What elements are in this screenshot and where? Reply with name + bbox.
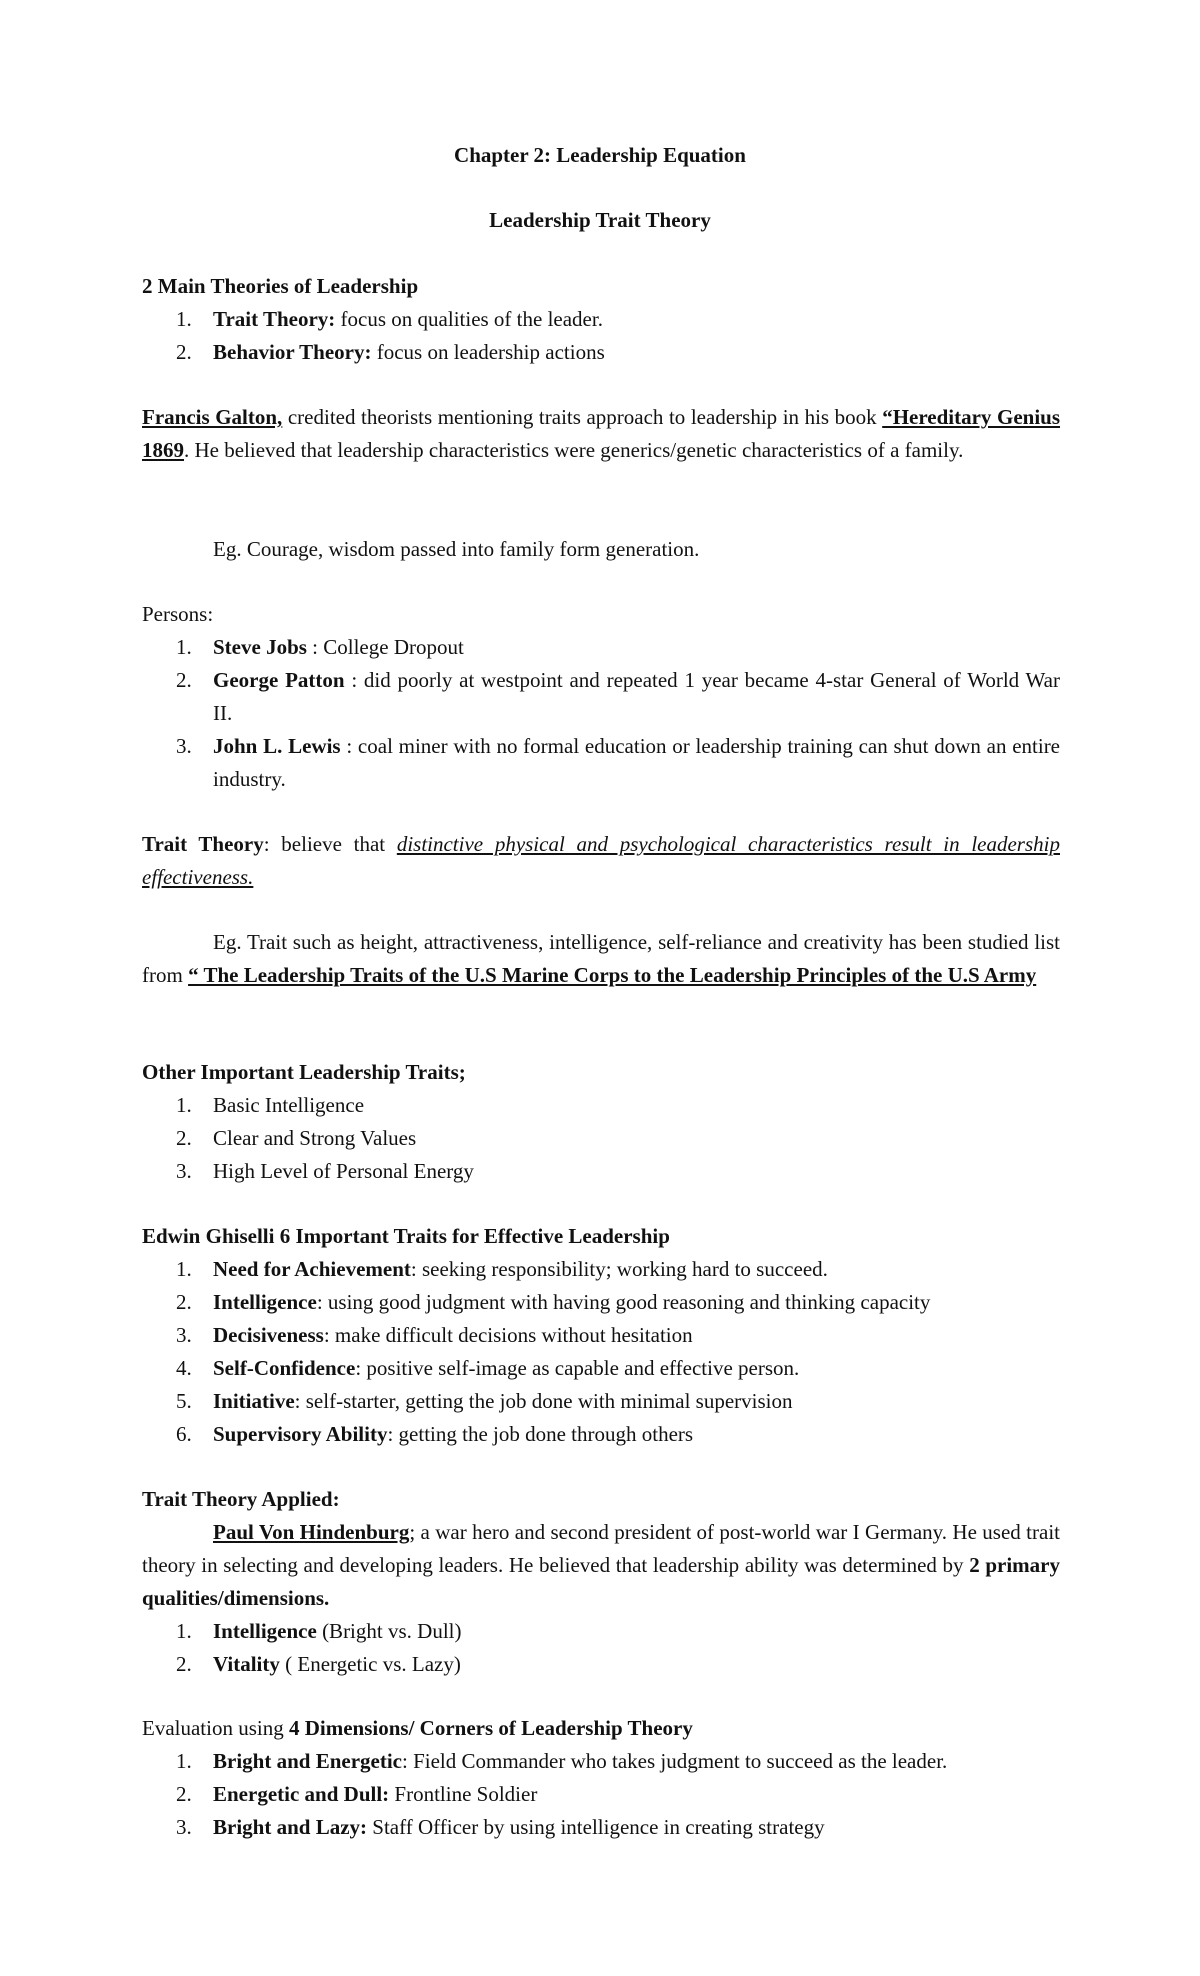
item-text: Frontline Soldier xyxy=(389,1782,538,1806)
trait-theory-definition-text: distinctive physical and psychological characteristics result in leadership effectiveness. xyxy=(142,832,1060,889)
list-item xyxy=(142,631,1060,664)
item-number: 1. xyxy=(176,1093,192,1117)
example-text: Eg. Trait such as height, attractiveness, intelligence, self-reliance and creativity has been studied list from xyxy=(142,930,1060,987)
main-theories-heading: 2 Main Theories of Leadership xyxy=(142,274,419,298)
trait-theory-example xyxy=(142,926,1060,992)
item-text: ( Energetic vs. Lazy) xyxy=(279,1652,461,1676)
list-item xyxy=(142,1089,1060,1122)
item-text: High Level of Personal Energy xyxy=(213,1159,474,1183)
applied-paragraph xyxy=(142,1516,1060,1615)
trait-theory-text: : believe that xyxy=(263,832,397,856)
item-number: 2. xyxy=(176,1126,192,1150)
main-theories-section xyxy=(142,270,1060,369)
person-name: George Patton xyxy=(213,668,345,692)
list-item xyxy=(142,336,1060,369)
item-number: 1. xyxy=(176,1749,192,1773)
ghiselli-heading: Edwin Ghiselli 6 Important Traits for Effective Leadership xyxy=(142,1224,670,1248)
book-title: “Hereditary Genius 1869 xyxy=(142,405,1060,462)
list-item xyxy=(142,1385,1060,1418)
item-number: 1. xyxy=(176,1619,192,1643)
list-item xyxy=(142,1253,1060,1286)
item-number: 2. xyxy=(176,668,192,692)
item-text: : make difficult decisions without hesitation xyxy=(323,1323,693,1347)
item-term: Intelligence xyxy=(213,1290,317,1314)
persons-heading: Persons: xyxy=(142,602,214,626)
item-number: 2. xyxy=(176,340,192,364)
item-number: 3. xyxy=(176,1323,192,1347)
item-text: Staff Officer by using intelligence in creating strategy xyxy=(367,1815,825,1839)
item-text: : coal miner with no formal education or leadership training can shut down an entire industry. xyxy=(213,734,1061,791)
item-text: Clear and Strong Values xyxy=(213,1126,417,1150)
list-item xyxy=(142,664,1060,730)
list-item xyxy=(142,1418,1060,1451)
person-name: John L. Lewis xyxy=(213,734,341,758)
item-text: : using good judgment with having good reasoning and thinking capacity xyxy=(316,1290,931,1314)
item-term: Supervisory Ability xyxy=(213,1422,388,1446)
evaluation-heading-pre: Evaluation using xyxy=(142,1716,289,1740)
list-item xyxy=(142,1811,1060,1844)
list-item xyxy=(142,1615,1060,1648)
item-text: : getting the job done through others xyxy=(387,1422,694,1446)
item-number: 2. xyxy=(176,1290,192,1314)
person-name: Steve Jobs xyxy=(213,635,307,659)
list-item xyxy=(142,1319,1060,1352)
galton-text-cont: . He believed that leadership characteristics were generics/genetic characteristics of a family. xyxy=(184,438,964,462)
applied-heading: Trait Theory Applied: xyxy=(142,1487,340,1511)
applied-section xyxy=(142,1483,1060,1681)
item-number: 3. xyxy=(176,1815,192,1839)
document-title: Chapter 2: Leadership Equation xyxy=(454,143,746,167)
main-theories-list xyxy=(142,303,1060,369)
persons-section xyxy=(142,598,1060,796)
item-term: Initiative xyxy=(213,1389,295,1413)
item-number: 4. xyxy=(176,1356,192,1380)
evaluation-heading xyxy=(142,1712,1060,1745)
evaluation-list xyxy=(142,1745,1060,1844)
applied-bold-text: 2 primary qualities/dimensions. xyxy=(142,1553,1060,1610)
trait-theory-term: Trait Theory xyxy=(142,832,264,856)
item-text: (Bright vs. Dull) xyxy=(316,1619,462,1643)
item-term: Bright and Energetic xyxy=(213,1749,402,1773)
galton-example: Eg. Courage, wisdom passed into family form generation. xyxy=(213,537,700,561)
list-item xyxy=(142,303,1060,336)
item-number: 3. xyxy=(176,734,192,758)
list-item xyxy=(142,1778,1060,1811)
item-term: Behavior Theory: xyxy=(213,340,372,364)
list-item xyxy=(142,1286,1060,1319)
item-number: 5. xyxy=(176,1389,192,1413)
evaluation-section xyxy=(142,1712,1060,1844)
applied-list xyxy=(142,1615,1060,1681)
item-number: 2. xyxy=(176,1652,192,1676)
ghiselli-list xyxy=(142,1253,1060,1451)
galton-text: credited theorists mentioning traits approach to leadership in his book xyxy=(282,405,883,429)
persons-list xyxy=(142,631,1060,796)
item-text: : did poorly at westpoint and repeated 1 year became 4-star General of World War II. xyxy=(213,668,1060,725)
evaluation-heading-bold: 4 Dimensions/ Corners of Leadership Theory xyxy=(288,1716,693,1740)
item-text: focus on qualities of the leader. xyxy=(335,307,603,331)
item-text: focus on leadership actions xyxy=(371,340,605,364)
section-title: Leadership Trait Theory xyxy=(489,208,711,232)
item-term: Trait Theory: xyxy=(213,307,336,331)
item-text: Basic Intelligence xyxy=(213,1093,365,1117)
trait-theory-definition xyxy=(142,828,1060,894)
item-number: 1. xyxy=(176,635,192,659)
item-number: 1. xyxy=(176,1257,192,1281)
item-number: 3. xyxy=(176,1159,192,1183)
other-traits-section xyxy=(142,1056,1060,1188)
item-term: Intelligence xyxy=(213,1619,317,1643)
item-term: Bright and Lazy: xyxy=(213,1815,368,1839)
item-text: : College Dropout xyxy=(306,635,464,659)
list-item xyxy=(142,1648,1060,1681)
item-text: : seeking responsibility; working hard to succeed. xyxy=(410,1257,828,1281)
item-text: : Field Commander who takes judgment to succeed as the leader. xyxy=(402,1749,948,1773)
item-term: Decisiveness xyxy=(213,1323,324,1347)
item-term: Vitality xyxy=(213,1652,280,1676)
galton-name: Francis Galton, xyxy=(142,405,283,429)
item-term: Self-Confidence xyxy=(213,1356,356,1380)
ghiselli-section xyxy=(142,1220,1060,1451)
example-source: “ The Leadership Traits of the U.S Marine Corps to the Leadership Principles of the U.S Army xyxy=(188,963,1037,987)
hindenburg-name: Paul Von Hindenburg xyxy=(213,1520,410,1544)
item-term: Need for Achievement xyxy=(213,1257,411,1281)
item-number: 6. xyxy=(176,1422,192,1446)
list-item xyxy=(142,1122,1060,1155)
applied-text: ; a war hero and second president of post-world war I Germany. He used trait theory in selecting and developing leaders. He believed that leadership ability was determined by xyxy=(142,1520,1060,1577)
list-item xyxy=(142,1155,1060,1188)
item-number: 2. xyxy=(176,1782,192,1806)
other-traits-heading: Other Important Leadership Traits; xyxy=(142,1060,466,1084)
list-item xyxy=(142,1745,1060,1778)
item-text: : self-starter, getting the job done with minimal supervision xyxy=(294,1389,793,1413)
other-traits-list xyxy=(142,1089,1060,1188)
item-term: Energetic and Dull: xyxy=(213,1782,390,1806)
galton-paragraph xyxy=(142,401,1060,467)
item-text: : positive self-image as capable and effective person. xyxy=(355,1356,800,1380)
item-number: 1. xyxy=(176,307,192,331)
list-item xyxy=(142,1352,1060,1385)
list-item xyxy=(142,730,1060,796)
